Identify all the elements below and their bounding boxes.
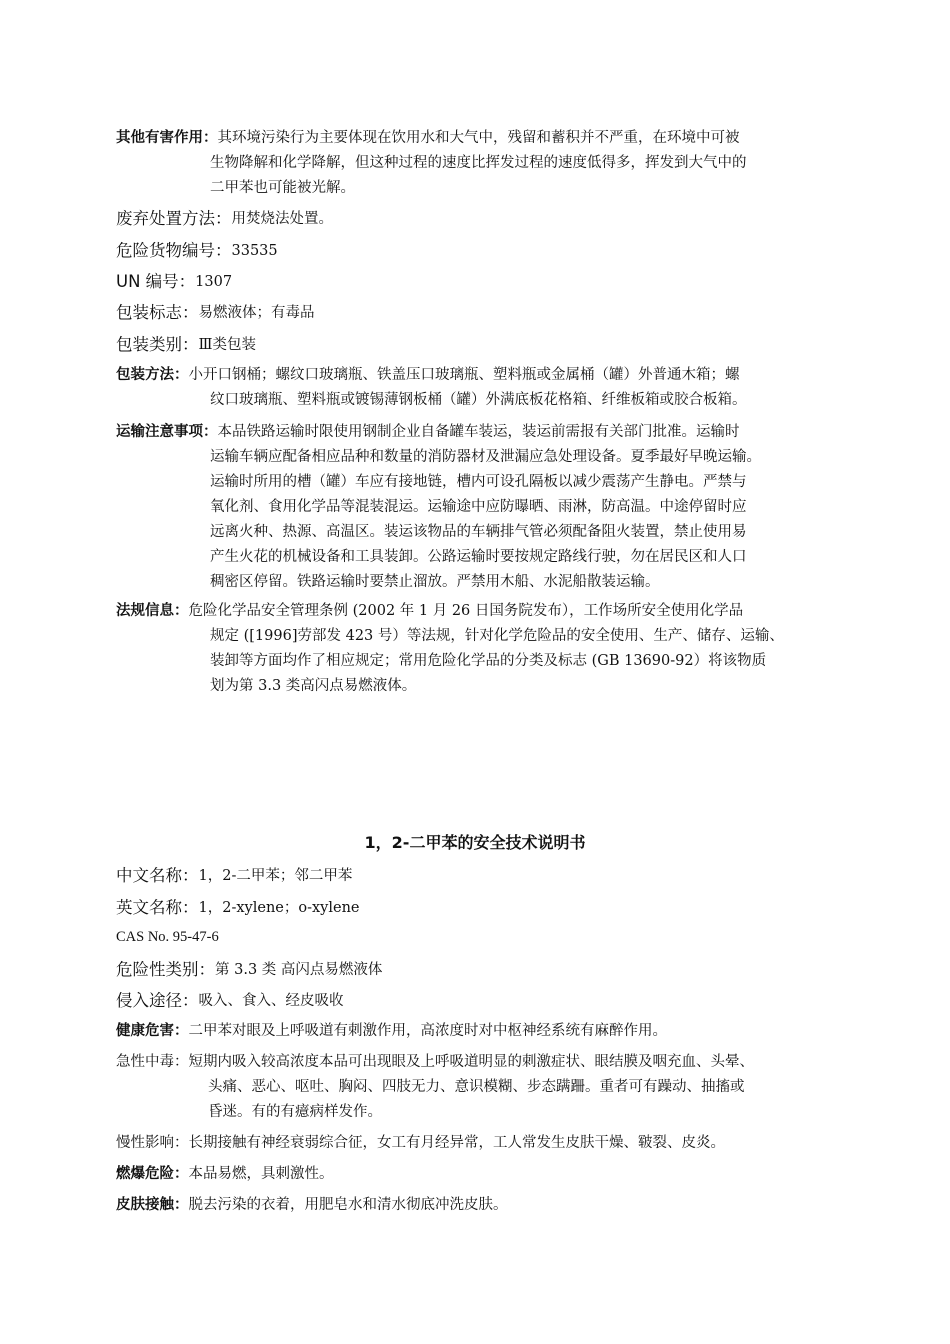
fire-entry	[116, 1162, 850, 1187]
pkg-method-line: 小开口钢桶；螺纹口玻璃瓶、铁盖压口玻璃瓶、塑料瓶或金属桶（罐）外普通木箱；螺	[188, 367, 740, 383]
transport-cont	[116, 445, 850, 595]
pkg-class-entry	[116, 332, 850, 358]
transport-line: 远离火种、热源、高温区。装运该物品的车辆排气管必须配备阻火装置，禁止使用易	[210, 524, 747, 540]
acute-line: 昏迷。有的有癔病样发作。	[208, 1104, 382, 1120]
skin-label: 皮肤接触：	[116, 1197, 189, 1213]
hazard-class-label: 危险性类别：	[116, 960, 215, 979]
other-harm-line: 生物降解和化学降解，但这种过程的速度比挥发过程的速度低得多，挥发到大气中的	[210, 155, 747, 171]
dg-number-entry	[116, 238, 850, 264]
transport-line: 本品铁路运输时限使用钢制企业自备罐车装运，装运前需报有关部门批准。运输时	[217, 424, 740, 440]
hazard-class-entry	[116, 957, 850, 983]
dg-number-value: 33535	[231, 243, 278, 259]
route-value: 吸入、食入、经皮吸收	[198, 993, 344, 1009]
cn-name-entry	[116, 863, 850, 889]
cas-number: CAS No. 95-47-6	[116, 929, 219, 945]
skin-value: 脱去污染的衣着，用肥皂水和清水彻底冲洗皮肤。	[188, 1197, 508, 1213]
regulation-entry	[116, 599, 850, 624]
chronic-label: 慢性影响：	[116, 1135, 189, 1151]
transport-line: 氧化剂、食用化学品等混装混运。运输途中应防曝晒、雨淋，防高温。中途停留时应	[210, 499, 747, 515]
transport-label: 运输注意事项：	[116, 424, 218, 440]
dg-number-label: 危险货物编号：	[116, 241, 232, 260]
chronic-value: 长期接触有神经衰弱综合征，女工有月经异常，工人常发生皮肤干燥、皲裂、皮炎。	[188, 1135, 725, 1151]
other-harm-label: 其他有害作用：	[116, 130, 218, 146]
regulation-label: 法规信息：	[116, 603, 189, 619]
pkg-method-entry	[116, 363, 850, 388]
other-harm-line: 其环境污染行为主要体现在饮用水和大气中，残留和蓄积并不严重，在环境中可被	[217, 130, 740, 146]
route-entry	[116, 988, 850, 1014]
route-label: 侵入途径：	[116, 991, 199, 1010]
disposal-value: 用焚烧法处置。	[231, 211, 333, 227]
hazard-class-value: 第 3.3 类 高闪点易燃液体	[215, 962, 383, 978]
acute-label: 急性中毒：	[116, 1054, 189, 1070]
regulation-line: 危险化学品安全管理条例 (2002 年 1 月 26 日国务院发布），工作场所安全使用化学品	[188, 603, 744, 619]
regulation-line: 规定 ([1996]劳部发 423 号）等法规，针对化学危险品的安全使用、生产、储存、运输、	[210, 628, 784, 644]
other-harm-entry	[116, 126, 850, 151]
regulation-cont	[116, 624, 850, 699]
health-entry	[116, 1019, 850, 1044]
other-harm-text	[218, 126, 740, 151]
acute-cont	[116, 1075, 850, 1125]
transport-line: 运输时所用的槽（罐）车应有接地链，槽内可设孔隔板以减少震荡产生静电。严禁与	[210, 474, 747, 490]
pkg-class-value: Ⅲ类包装	[198, 337, 256, 353]
en-name-value: 1，2-xylene；o-xylene	[198, 900, 360, 916]
cn-name-label: 中文名称：	[116, 866, 199, 885]
pkg-method-cont	[116, 388, 850, 413]
transport-line: 产生火花的机械设备和工具装卸。公路运输时要按规定路线行驶，勿在居民区和人口	[210, 549, 747, 565]
transport-line: 运输车辆应配备相应品种和数量的消防器材及泄漏应急处理设备。夏季最好早晚运输。	[210, 449, 761, 465]
regulation-line: 装卸等方面均作了相应规定；常用危险化学品的分类及标志 (GB 13690-92）将该物质	[210, 653, 767, 669]
pkg-class-label: 包装类别：	[116, 335, 199, 354]
un-number-entry	[116, 269, 850, 295]
cn-name-value: 1，2-二甲苯；邻二甲苯	[198, 868, 353, 884]
transport-entry	[116, 420, 850, 445]
pkg-mark-value: 易燃液体；有毒品	[198, 305, 315, 321]
acute-entry	[116, 1050, 850, 1075]
other-harm-cont	[116, 151, 850, 201]
pkg-method-line: 纹口玻璃瓶、塑料瓶或镀锡薄钢板桶（罐）外满底板花格箱、纤维板箱或胶合板箱。	[210, 392, 747, 408]
un-number-label: UN 编号：	[116, 272, 196, 291]
en-name-label: 英文名称：	[116, 898, 199, 917]
fire-label: 燃爆危险：	[116, 1166, 189, 1182]
health-value: 二甲苯对眼及上呼吸道有刺激作用，高浓度时对中枢神经系统有麻醉作用。	[188, 1023, 667, 1039]
pkg-mark-label: 包装标志：	[116, 303, 199, 322]
acute-line: 短期内吸入较高浓度本品可出现眼及上呼吸道明显的刺激症状、眼结膜及咽充血、头晕、	[188, 1054, 754, 1070]
transport-line: 稠密区停留。铁路运输时要禁止溜放。严禁用木船、水泥船散装运输。	[210, 574, 660, 590]
other-harm-line: 二甲苯也可能被光解。	[210, 180, 355, 196]
health-label: 健康危害：	[116, 1023, 189, 1039]
un-number-value: 1307	[195, 274, 233, 290]
pkg-mark-entry	[116, 300, 850, 326]
acute-line: 头痛、恶心、呕吐、胸闷、四肢无力、意识模糊、步态蹒跚。重者可有躁动、抽搐或	[208, 1079, 745, 1095]
chronic-entry	[116, 1131, 850, 1156]
skin-entry	[116, 1193, 850, 1218]
fire-value: 本品易燃，具刺激性。	[188, 1166, 334, 1182]
pkg-method-label: 包装方法：	[116, 367, 189, 383]
en-name-entry	[116, 895, 850, 921]
disposal-entry	[116, 206, 850, 232]
regulation-line: 划为第 3.3 类高闪点易燃液体。	[210, 678, 417, 694]
disposal-label: 废弃处置方法：	[116, 209, 232, 228]
section-title: 1，2-二甲苯的安全技术说明书	[364, 833, 586, 852]
